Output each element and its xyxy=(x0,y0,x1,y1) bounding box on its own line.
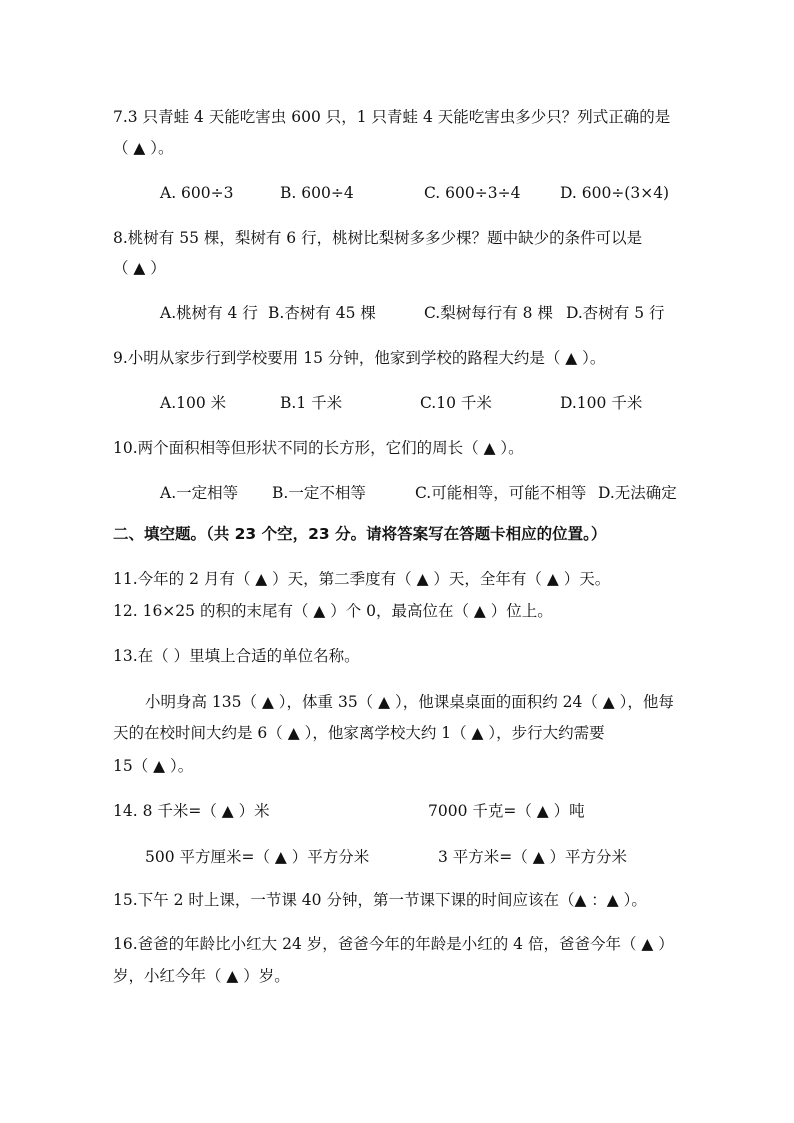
q7-option-b: B. 600÷4 xyxy=(280,184,354,202)
q9-option-d: D.100 千米 xyxy=(560,394,643,412)
q7-option-a: A. 600÷3 xyxy=(160,184,234,202)
q13-line2: 小明身高 135（ ▲ ），体重 35（ ▲ ），他课桌桌面的面积约 24（ ▲ ），他每 xyxy=(145,693,674,711)
q15-line: 15.下午 2 时上课，一节课 40 分钟，第一节课下课的时间应该在（▲ ：▲ ）。 xyxy=(113,891,647,909)
q8-line2: （ ▲ ） xyxy=(113,259,166,277)
q13-line1: 13.在（ ）里填上合适的单位名称。 xyxy=(113,647,360,665)
q16-line1: 16.爸爸的年龄比小红大 24 岁，爸爸今年的年龄是小红的 4 倍，爸爸今年（ ▲ ） xyxy=(113,935,674,953)
q10-option-c: C.可能相等，可能不相等 xyxy=(415,484,587,502)
q7-option-c: C. 600÷3÷4 xyxy=(424,184,521,202)
q8-option-d: D.杏树有 5 行 xyxy=(566,304,665,322)
q7-option-d: D. 600÷(3×4) xyxy=(560,184,670,202)
q12-line: 12. 16×25 的积的末尾有（ ▲ ）个 0，最高位在（ ▲ ）位上。 xyxy=(113,602,553,620)
q8-option-b: B.杏树有 45 棵 xyxy=(268,304,376,322)
q8-option-c: C.梨树每行有 8 棵 xyxy=(424,304,553,322)
q13-line3: 天的在校时间大约是 6（ ▲ ），他家离学校大约 1（ ▲ ），步行大约需要 xyxy=(113,724,605,742)
q10-option-b: B.一定不相等 xyxy=(272,484,366,502)
q8-line1: 8.桃树有 55 棵，梨树有 6 行，桃树比梨树多多少棵？题中缺少的条件可以是 xyxy=(113,229,643,247)
q7-line1: 7.3 只青蛙 4 天能吃害虫 600 只，1 只青蛙 4 天能吃害虫多少只？列式正确的是 xyxy=(113,108,671,126)
section2-title: 二、填空题。（共 23 个空，23 分。请将答案写在答题卡相应的位置。） xyxy=(113,525,607,543)
q9-option-a: A.100 米 xyxy=(160,394,227,412)
q10-line1: 10.两个面积相等但形状不同的长方形，它们的周长（ ▲ ）。 xyxy=(113,439,524,457)
q13-line4: 15（ ▲ ）。 xyxy=(113,757,194,775)
q14-km: 14. 8 千米=（ ▲ ）米 xyxy=(113,802,270,820)
q16-line2: 岁，小红今年（ ▲ ）岁。 xyxy=(113,967,290,985)
q11-line: 11.今年的 2 月有（ ▲ ）天，第二季度有（ ▲ ）天，全年有（ ▲ ）天。 xyxy=(113,570,611,588)
q9-line1: 9.小明从家步行到学校要用 15 分钟，他家到学校的路程大约是（ ▲ ）。 xyxy=(113,349,606,367)
q9-option-b: B.1 千米 xyxy=(280,394,343,412)
q14-sqm: 3 平方米=（ ▲ ）平方分米 xyxy=(438,848,628,866)
q10-option-d: D.无法确定 xyxy=(598,484,677,502)
q7-line2: （ ▲ ）。 xyxy=(113,139,174,157)
q14-kg: 7000 千克=（ ▲ ）吨 xyxy=(428,802,585,820)
q10-option-a: A.一定相等 xyxy=(160,484,239,502)
q14-sqcm: 500 平方厘米=（ ▲ ）平方分米 xyxy=(145,848,370,866)
q8-option-a: A.桃树有 4 行 xyxy=(160,304,258,322)
q9-option-c: C.10 千米 xyxy=(420,394,492,412)
